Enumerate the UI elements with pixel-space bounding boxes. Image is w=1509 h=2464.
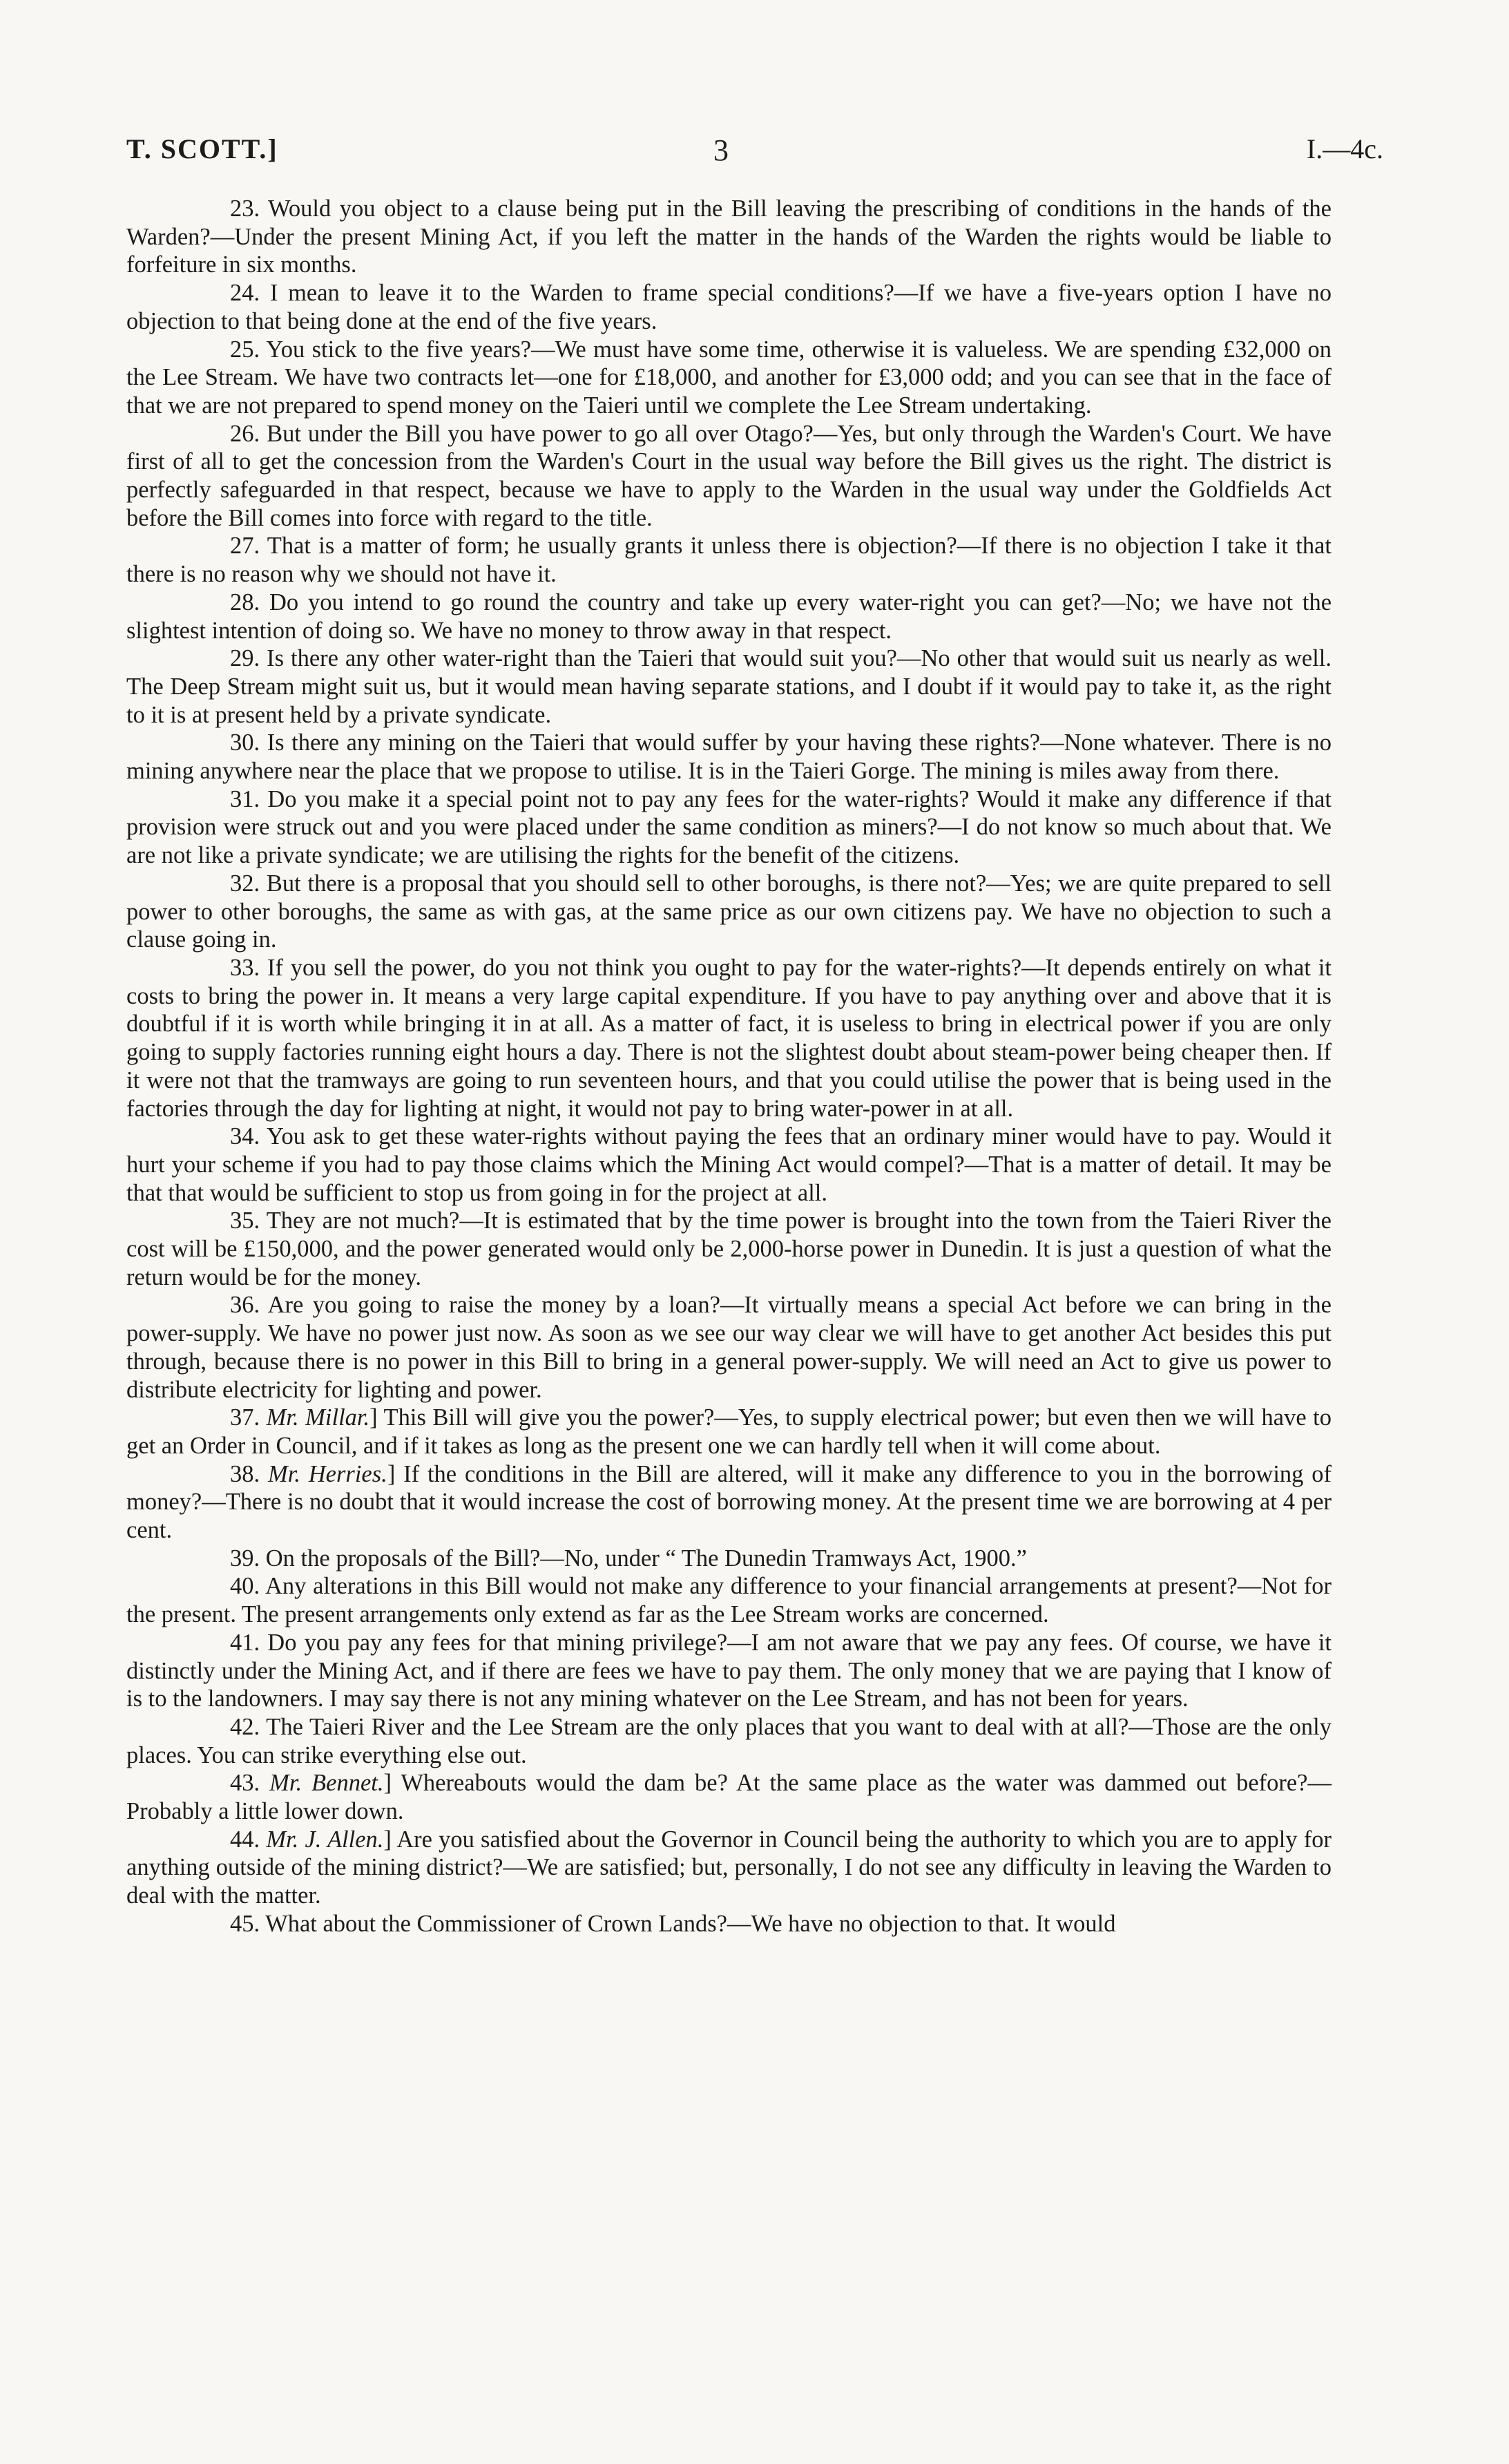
question-paragraph	[126, 1291, 1332, 1404]
question-number: 37.	[230, 1404, 260, 1431]
question-number: 29.	[230, 645, 260, 672]
question-number: 23.	[230, 195, 260, 222]
question-paragraph	[126, 1629, 1332, 1713]
question-number: 25.	[230, 336, 260, 363]
question-answer-text: That is a matter of form; he usually grants it unless there is objection?—If there is no objection I take it that there is no reason why we should not have it.	[126, 533, 1332, 588]
question-answer-text: You ask to get these water-rights without paying the fees that an ordinary miner would have to pay. Would it hurt your scheme if you had to pay those claims which the Mining Act would compel?—That is a matter of detail. It may be that that would be sufficient to stop us from going in for the project at all.	[126, 1123, 1332, 1206]
question-number: 27.	[230, 533, 260, 560]
question-number: 35.	[230, 1207, 260, 1234]
question-number: 33.	[230, 954, 260, 981]
question-answer-text: I mean to leave it to the Warden to frame special conditions?—If we have a five-years option I have no objection to that being done at the end of the five years.	[126, 280, 1332, 334]
question-paragraph	[126, 644, 1332, 729]
question-number: 39.	[230, 1545, 260, 1572]
question-paragraph	[126, 1572, 1332, 1628]
question-number: 28.	[230, 589, 260, 615]
question-answer-text: They are not much?—It is estimated that by the time power is brought into the town from the Taieri River the cost will be £150,000, and the power generated would only be 2,000-horse power in Dunedin. It is just a question of what the return would be for the money.	[126, 1207, 1332, 1290]
question-paragraph	[126, 1910, 1332, 1938]
question-number: 44.	[230, 1826, 260, 1853]
speaker-name: Mr. Millar.	[266, 1404, 370, 1431]
question-number: 26.	[230, 420, 260, 447]
question-answer-text: The Taieri River and the Lee Stream are the only places that you want to deal with at all?—Those are the only places. You can strike everything else out.	[126, 1713, 1332, 1768]
question-paragraph: 38. Mr. Herries.] If the conditions in the Bill are altered, will it make any difference to you in the borrowing of money?—There is no doubt that it would increase the cost of borrowing money. At the present time we are borrowing at 4 per cent.	[126, 1460, 1332, 1544]
page-header	[126, 133, 1383, 174]
question-number: 41.	[230, 1629, 260, 1656]
question-answer-text: Whereabouts would the dam be? At the same place as the water was dammed out before?—Probably a little lower down.	[126, 1770, 1332, 1825]
question-paragraph	[126, 195, 1332, 279]
question-number: 30.	[230, 729, 260, 756]
question-answer-text: You stick to the five years?—We must have some time, otherwise it is valueless. We are spending £32,000 on the Lee Stream. We have two contracts let—one for £18,000, and another for £3,000 odd; and you can see that in the face of that we are not prepared to spend money on the Taieri until we complete the Lee Stream undertaking.	[126, 336, 1332, 419]
page-number: 3	[713, 133, 729, 167]
question-number: 43.	[230, 1770, 260, 1797]
question-answer-text: Any alterations in this Bill would not make any difference to your financial arrangements at present?—Not for the present. The present arrangements only extend as far as the Lee Stream works are concerned.	[126, 1573, 1332, 1628]
question-answer-text: Is there any mining on the Taieri that would suffer by your having these rights?—None whatever. There is no mining anywhere near the place that we propose to utilise. It is in the Taieri Gorge. The mining is miles away from there.	[126, 729, 1332, 785]
question-paragraph	[126, 532, 1332, 588]
speaker-name: Mr. J. Allen.	[266, 1826, 384, 1853]
question-paragraph	[126, 589, 1332, 644]
question-paragraph: 37. Mr. Millar.] This Bill will give you the power?—Yes, to supply electrical power; but even then we will have to get an Order in Council, and if it takes as long as the present one we can hardly tell when it will come about.	[126, 1404, 1332, 1459]
question-paragraph	[126, 1713, 1332, 1769]
question-number: 32.	[230, 870, 260, 897]
question-answer-text: What about the Commissioner of Crown Lands?—We have no objection to that. It would	[265, 1910, 1116, 1937]
question-answer-text: On the proposals of the Bill?—No, under “ The Dunedin Tramways Act, 1900.”	[265, 1545, 1027, 1572]
question-number: 42.	[230, 1713, 260, 1740]
question-number: 45.	[230, 1910, 260, 1937]
question-answer-text: But there is a proposal that you should sell to other boroughs, is there not?—Yes; we are quite prepared to sell power to other boroughs, the same as with gas, at the same price as our own citizens pay. We have no objection to such a clause going in.	[126, 870, 1332, 953]
question-answer-text: If you sell the power, do you not think you ought to pay for the water-rights?—It depends entirely on what it costs to bring the power in. It means a very large capital expenditure. If you have to pay anything over and above that it is doubtful if it is worth while bringing it in at all. As a matter of fact, it is useless to bring in electrical power if you are only going to supply factories running eight hours a day. There is not the slightest doubt about steam-power being cheaper then. If it were not that the tramways are going to run seventeen hours, and that you could utilise the power that is being used in the factories through the day for lighting at night, it would not pay to bring water-power in at all.	[126, 954, 1332, 1122]
speaker-name: Mr. Herries.	[267, 1460, 387, 1487]
question-number: 34.	[230, 1123, 260, 1150]
question-paragraph	[126, 785, 1332, 870]
question-answer-text: If the conditions in the Bill are altered, will it make any difference to you in the borrowing of money?—There is no doubt that it would increase the cost of borrowing money. At the present time we are borrowing at 4 per cent.	[126, 1460, 1332, 1544]
question-answer-text: Are you satisfied about the Governor in Council being the authority to which you are to apply for anything outside of the mining district?—We are satisfied; but, personally, I do not see any difficulty in leaving the Warden to deal with the matter.	[126, 1826, 1332, 1909]
question-number: 36.	[230, 1292, 260, 1319]
question-number: 24.	[230, 280, 260, 307]
question-answer-text: Do you make it a special point not to pay any fees for the water-rights? Would it make any difference if that provision were struck out and you were placed under the same condition as miners?—I do not know so much about that. We are not like a private syndicate; we are utilising the rights for the benefit of the citizens.	[126, 785, 1332, 869]
question-answer-text: Do you pay any fees for that mining privilege?—I am not aware that we pay any fees. Of course, we have it distinctly under the Mining Act, and if there are fees we have to pay them. The only money that we are paying that I know of is to the landowners. I may say there is not any mining whatever on the Lee Stream, and has not been for years.	[126, 1629, 1332, 1712]
question-paragraph	[126, 336, 1332, 420]
question-paragraph	[126, 420, 1332, 533]
question-paragraph	[126, 1207, 1332, 1291]
question-answer-text: But under the Bill you have power to go all over Otago?—Yes, but only through the Warden's Court. We have first of all to get the concession from the Warden's Court in the usual way before the Bill gives us the right. The district is perfectly safeguarded in that respect, because we have to apply to the Warden in the usual way under the Goldfields Act before the Bill comes into force with regard to the title.	[126, 420, 1332, 531]
question-answer-text: Would you object to a clause being put in the Bill leaving the prescribing of conditions in the hands of the Warden?—Under the present Mining Act, if you left the matter in the hands of the Warden the rights would be liable to forfeiture in six months.	[126, 195, 1332, 278]
question-answer-text: Is there any other water-right than the Taieri that would suit you?—No other that would suit us nearly as well. The Deep Stream might suit us, but it would mean having separate stations, and I doubt if it would pay to take it, as the right to it is at present held by a private syndicate.	[126, 645, 1332, 728]
question-paragraph	[126, 1123, 1332, 1207]
question-answer-text: This Bill will give you the power?—Yes, to supply electrical power; but even then we will have to get an Order in Council, and if it takes as long as the present one we can hardly tell when it will come about.	[126, 1404, 1332, 1459]
question-answer-text: Do you intend to go round the country and take up every water-right you can get?—No; we have not the slightest intention of doing so. We have no money to throw away in that respect.	[126, 589, 1332, 644]
question-number: 38.	[230, 1460, 260, 1487]
question-number: 40.	[230, 1573, 260, 1600]
witness-name: T. SCOTT.]	[126, 133, 278, 164]
speaker-name: Mr. Bennet.	[269, 1770, 384, 1797]
question-answer-text: Are you going to raise the money by a loan?—It virtually means a special Act before we can bring in the power-supply. We have no power just now. As soon as we see our way clear we will have to get another Act besides this put through, because there is no power in this Bill to bring in a general power-supply. We will need an Act to give us power to distribute electricity for lighting and power.	[126, 1292, 1332, 1403]
question-number: 31.	[230, 785, 260, 812]
question-paragraph	[126, 870, 1332, 954]
question-paragraph: 44. Mr. J. Allen.] Are you satisfied about the Governor in Council being the authority to which you are to apply for anything outside of the mining district?—We are satisfied; but, personally, I do not see any difficulty in leaving the Warden to deal with the matter.	[126, 1826, 1332, 1909]
question-paragraph	[126, 729, 1332, 785]
paper-reference: I.—4c.	[1306, 133, 1383, 164]
evidence-body	[126, 195, 1332, 1938]
question-paragraph	[126, 954, 1332, 1123]
question-paragraph	[126, 1545, 1332, 1573]
question-paragraph	[126, 279, 1332, 335]
question-paragraph: 43. Mr. Bennet.] Whereabouts would the dam be? At the same place as the water was dammed out before?—Probably a little lower down.	[126, 1770, 1332, 1825]
